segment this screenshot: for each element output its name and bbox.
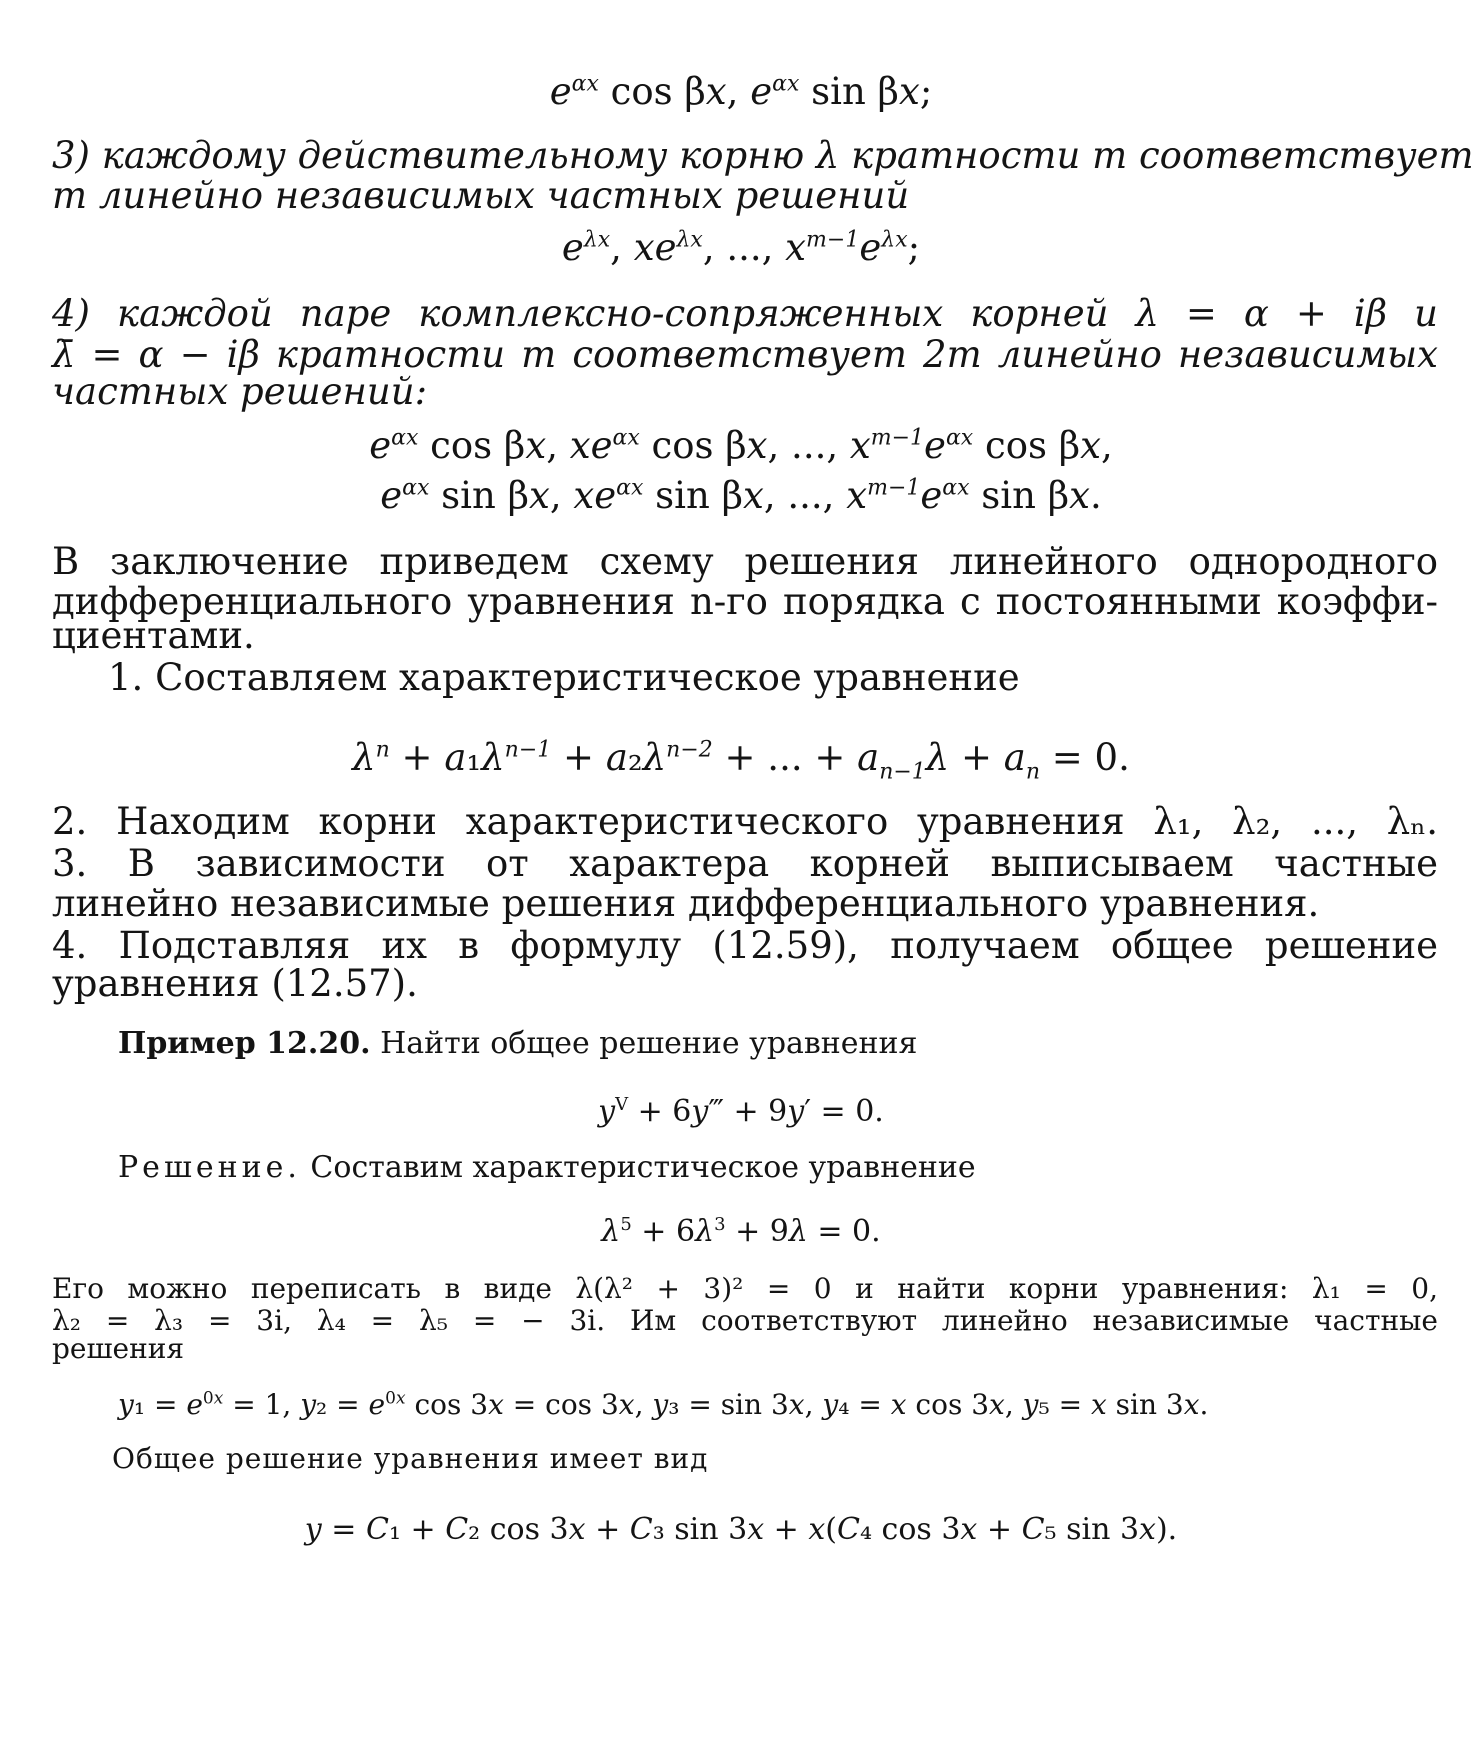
solution-text: Составим характеристическое уравнение xyxy=(310,1150,976,1185)
step3-line1: 3. В зависимости от характера корней выписываем частные xyxy=(52,842,1438,885)
conclusion-line3: циентами. xyxy=(52,614,255,657)
conclusion-line2: дифференциального уравнения n-го порядка с постоянными коэффи- xyxy=(52,580,1438,623)
step4-line1: 4. Подставляя их в формулу (12.59), получаем общее решение xyxy=(52,924,1438,967)
general-solution: y = C₁ + C₂ cos 3x + C₃ sin 3x + x(C₄ cos 3x + C₅ sin 3x). xyxy=(304,1512,1178,1547)
roots-line1: Его можно переписать в виде λ(λ² + 3)² = 0 и найти корни уравнения: λ₁ = 0, xyxy=(52,1272,1438,1305)
roots-line2: λ₂ = λ₃ = 3i, λ₄ = λ₅ = − 3i. Им соответствуют линейно независимые частные xyxy=(52,1304,1438,1337)
step1-formula: $\lambda^n + a_1\lambda^{n-1} + a_2\lambda^{n-2}$ + ... + $a_{n-1}\lambda + a_n = 0$. xyxy=(352,736,1130,785)
conclusion-line1: В заключение приведем схему решения линейного однородного xyxy=(52,540,1438,583)
solution-label: Решение. xyxy=(118,1150,301,1185)
example-text: Найти общее решение уравнения xyxy=(380,1026,918,1061)
example-equation: $y^V$ + 6y‴ + 9y′ = 0. xyxy=(598,1094,884,1129)
item4-line1: 4) каждой паре комплексно-сопряженных корней λ = α + iβ и xyxy=(52,292,1438,335)
char-equation: $\lambda^5 + 6\lambda^3 + 9\lambda = 0$. xyxy=(601,1214,881,1249)
item4-line2: λ̄ = α − iβ кратности m соответствует 2m линейно независимых xyxy=(52,333,1438,376)
general-text: Общее решение уравнения имеет вид xyxy=(112,1442,709,1475)
roots-line3: решения xyxy=(52,1332,185,1365)
step1-text: 1. Составляем характеристическое уравнение xyxy=(108,656,1020,699)
step2-text: 2. Находим корни характеристического уравнения λ₁, λ₂, ..., λₙ. xyxy=(52,800,1438,843)
example-label: Пример 12.20. xyxy=(118,1026,371,1061)
particular-solutions: $y_1 = e^{0x} = 1$, $y_2 = e^{0x}$ cos 3x = cos 3x, y₃ = sin 3x, y₄ = x cos 3x, y₅ = x sin 3x. xyxy=(118,1388,1209,1421)
item4-line3: частных решений: xyxy=(52,370,428,413)
solution-heading xyxy=(118,1150,976,1185)
step3-line2: линейно независимые решения дифференциального уравнения. xyxy=(52,882,1320,925)
formula-exp-cos-sin: $e^{\alpha x}$ cos βx, $e^{\alpha x}$ sin βx; xyxy=(549,70,933,113)
item3-formula: $e^{\lambda x}$, $xe^{\lambda x}$, ..., $x^{m-1}e^{\lambda x}$; xyxy=(561,226,921,269)
item3-line1: 3) каждому действительному корню λ кратности m соответствует xyxy=(52,134,1474,177)
item4-formula-cos: $e^{\alpha x}$ cos βx, $xe^{\alpha x}$ cos βx, ..., $x^{m-1}e^{\alpha x}$ cos βx, xyxy=(369,424,1113,467)
step4-line2: уравнения (12.57). xyxy=(52,962,418,1005)
item3-line2: m линейно независимых частных решений xyxy=(52,174,910,217)
example-heading xyxy=(118,1026,917,1061)
item4-formula-sin: $e^{\alpha x}$ sin βx, $xe^{\alpha x}$ sin βx, ..., $x^{m-1}e^{\alpha x}$ sin βx. xyxy=(380,474,1102,517)
